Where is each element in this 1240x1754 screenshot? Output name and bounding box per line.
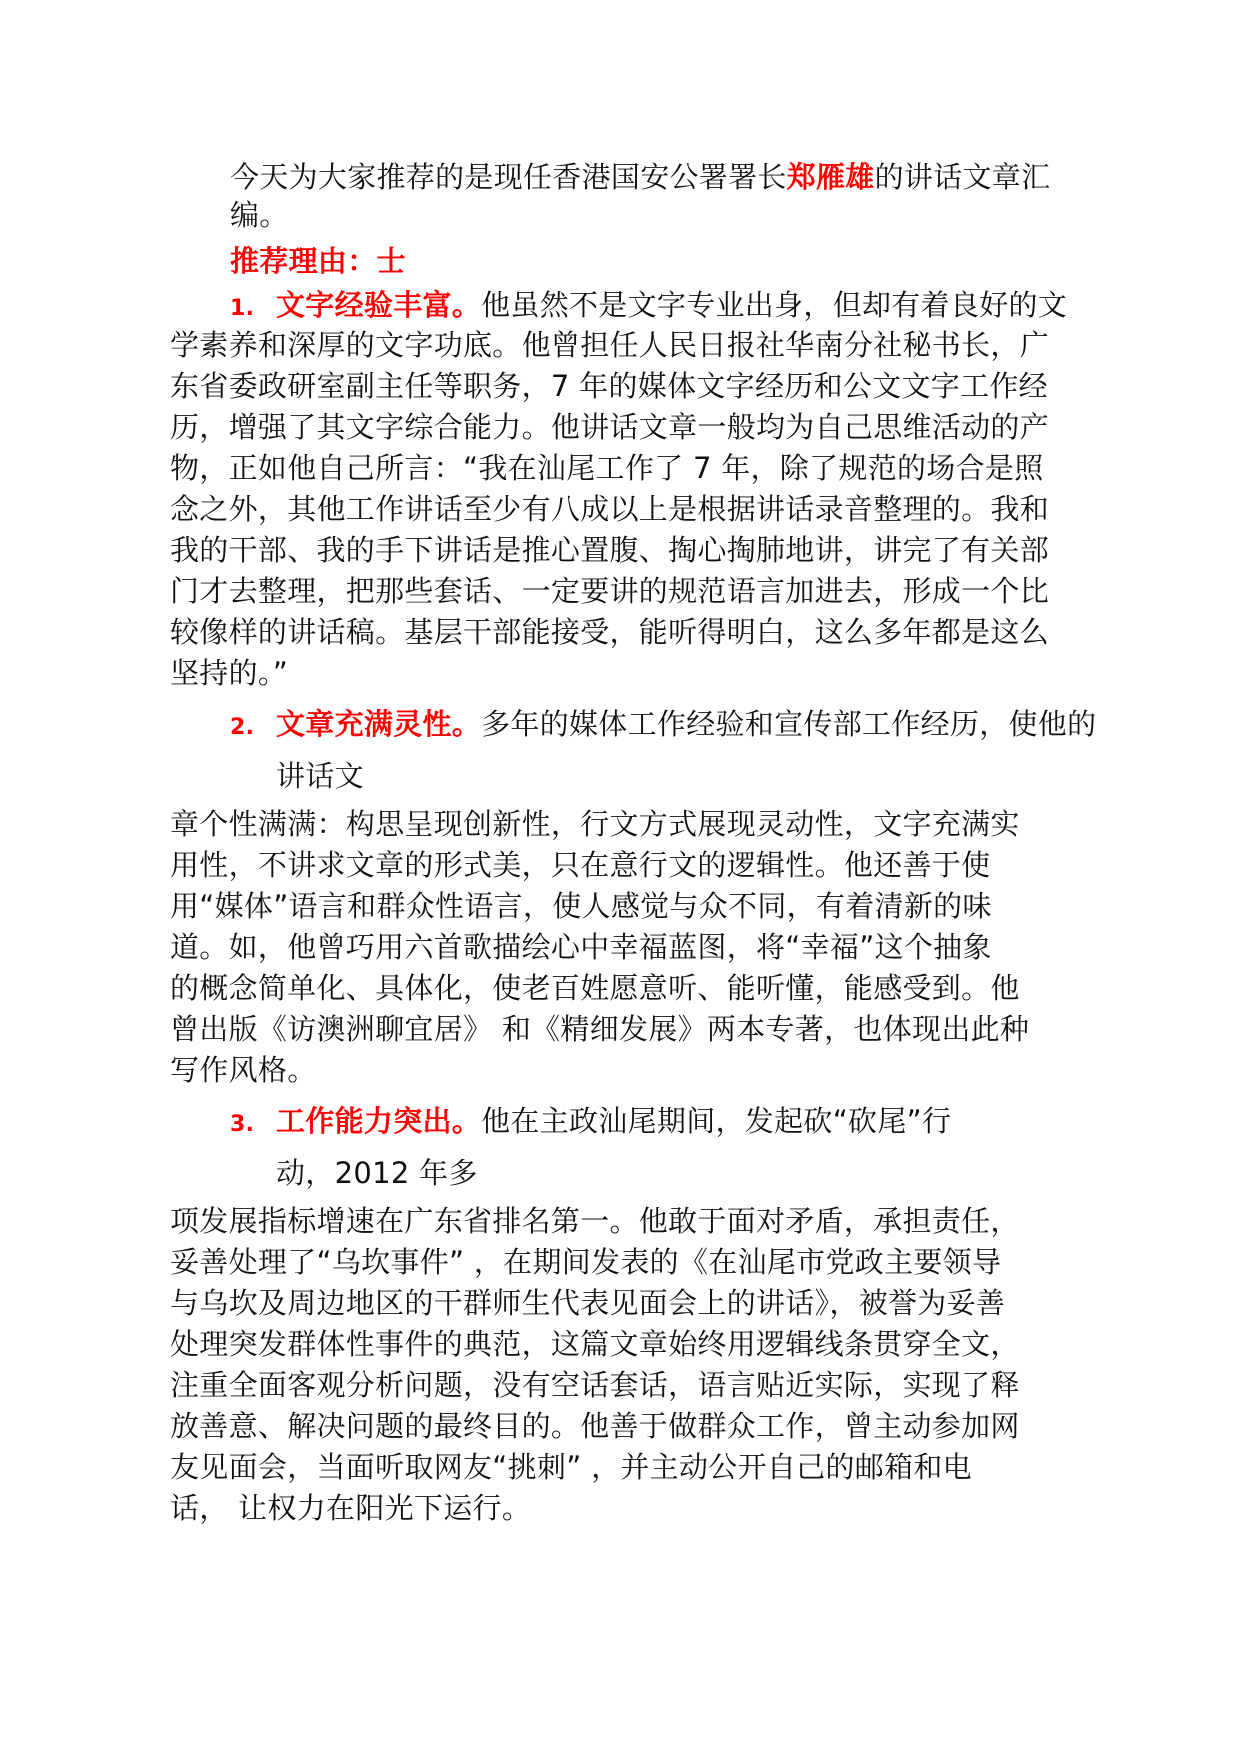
item-1-line: 东省委政研室副主任等职务，7 年的媒体文字经历和公文文字工作经 [170,369,1048,403]
item-3-line: 处理突发群体性事件的典范，这篇文章始终用逻辑线条贯穿全文， [170,1327,1020,1361]
item-1-line: 学素养和深厚的文字功底。他曾担任人民日报社华南分社秘书长，广 [170,328,1050,362]
item-3-line: 与乌坎及周边地区的干群师生代表见面会上的讲话》，被誉为妥善 [170,1286,1006,1320]
item-2-first-line [230,703,1096,749]
item-3-title: 工作能力突出。 [276,1104,482,1138]
item-1-line: 历，增强了其文字综合能力。他讲话文章一般均为自己思维活动的产 [170,410,1050,444]
item-1-line: 物，正如他自己所言：“我在汕尾工作了 7 年，除了规范的场合是照 [170,451,1044,485]
intro-text-pre: 今天为大家推荐的是现任香港国安公署署长 [230,160,787,194]
item-3-first-text: 他在主政汕尾期间，发起砍“砍尾”行 [481,1104,952,1138]
item-1-number: 1. [230,296,255,321]
item-2-number: 2. [230,715,255,740]
item-2-second-line: 讲话文 [276,759,364,793]
item-3-first-line [230,1100,951,1146]
item-2-line: 曾出版《访澳洲聊宜居》 和《精细发展》两本专著，也体现出此种 [170,1012,1030,1046]
item-2-line: 用“媒体”语言和群众性语言，使人感觉与众不同，有着清新的味 [170,889,992,923]
item-2-line: 写作风格。 [170,1053,317,1087]
item-2-title: 文章充满灵性。 [276,707,482,741]
item-1-line: 门才去整理，把那些套话、一定要讲的规范语言加进去，形成一个比 [170,574,1050,608]
item-3-second-line: 动，2012 年多 [276,1156,478,1190]
intro-text-post: 的讲话文章汇 [874,160,1051,194]
item-3-number: 3. [230,1112,255,1137]
reason-heading: 推荐理由：士 [230,244,406,278]
item-1-line: 念之外，其他工作讲话至少有八成以上是根据讲话录音整理的。我和 [170,492,1050,526]
item-3-line: 友见面会，当面听取网友“挑刺” ，并主动公开自己的邮箱和电 [170,1450,972,1484]
item-1-first-text: 他虽然不是文字专业出身，但却有着良好的文 [481,288,1068,322]
item-3-line: 话， 让权力在阳光下运行。 [170,1491,532,1525]
item-2-line: 的概念简单化、具体化，使老百姓愿意听、能听懂，能感受到。他 [170,971,1020,1005]
item-1-title: 文字经验丰富。 [276,288,482,322]
item-3-line: 注重全面客观分析问题，没有空话套话，语言贴近实际，实现了释 [170,1368,1020,1402]
item-3-line: 项发展指标增速在广东省排名第一。他敢于面对矛盾，承担责任， [170,1204,1020,1238]
item-3-line: 放善意、解决问题的最终目的。他善于做群众工作，曾主动参加网 [170,1409,1020,1443]
item-2-line: 用性，不讲求文章的形式美，只在意行文的逻辑性。他还善于使 [170,848,991,882]
item-1-line: 我的干部、我的手下讲话是推心置腹、掏心掏肺地讲，讲完了有关部 [170,533,1050,567]
item-1-line: 较像样的讲话稿。基层干部能接受，能听得明白，这么多年都是这么 [170,615,1050,649]
item-3-line: 妥善处理了“乌坎事件” ，在期间发表的《在汕尾市党政主要领导 [170,1245,1002,1279]
item-2-first-text: 多年的媒体工作经验和宣传部工作经历，使他的 [481,707,1097,741]
item-2-line: 章个性满满：构思呈现创新性，行文方式展现灵动性，文字充满实 [170,807,1020,841]
item-2-line: 道。如，他曾巧用六首歌描绘心中幸福蓝图，将“幸福”这个抽象 [170,930,992,964]
item-1-line: 坚持的。” [170,656,289,690]
intro-name-highlight: 郑雁雄 [786,160,875,194]
intro-line-1 [230,156,1050,198]
intro-line-2: 编。 [230,198,289,232]
